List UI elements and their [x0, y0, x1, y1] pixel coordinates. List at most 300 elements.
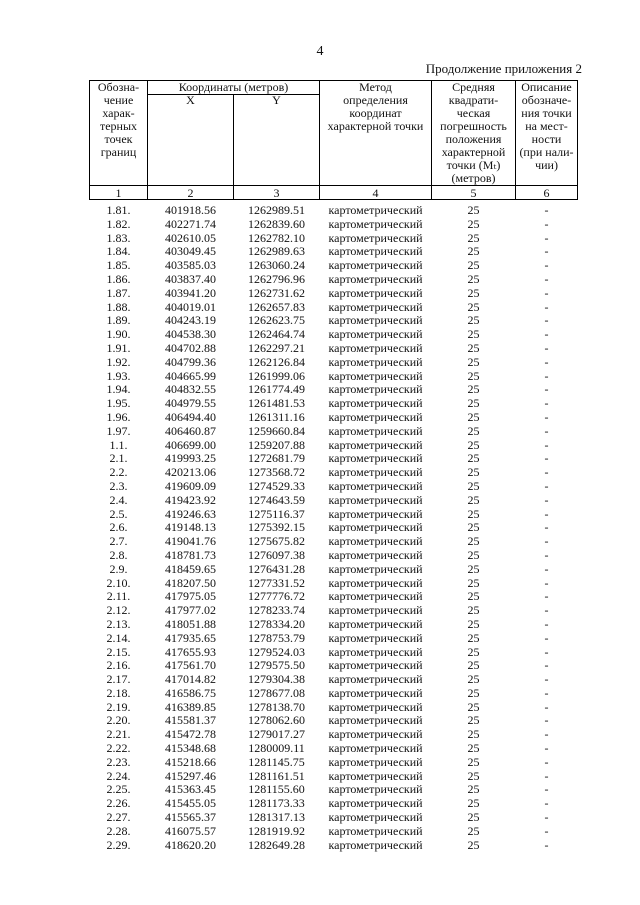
method-cell: картометрический [328, 534, 423, 549]
point-id-cell: 2.18. [106, 685, 131, 700]
method-cell: картометрический [328, 616, 423, 631]
table-header [90, 81, 578, 200]
coordinate-x-cell: 406494.40 [165, 409, 216, 424]
description-cell: - [544, 837, 549, 852]
column-number: 2 [148, 186, 234, 200]
header-description: Описание обозначе- ния точки на мест- ности (при нали- чии) [516, 81, 578, 186]
continuation-note: Продолжение приложения 2 [425, 61, 582, 76]
coordinate-x-cell: 416586.75 [165, 685, 216, 700]
point-id-cell: 2.3. [109, 478, 128, 493]
table-row [90, 466, 578, 480]
accuracy-cell: 25 [467, 451, 480, 466]
accuracy-cell: 25 [467, 313, 480, 328]
table-row [90, 811, 578, 825]
accuracy-cell: 25 [467, 285, 480, 300]
coordinate-x-cell: 415472.78 [165, 727, 216, 742]
coordinate-x-cell: 419609.09 [165, 478, 216, 493]
table-row [90, 218, 578, 232]
method-cell: картометрический [328, 285, 423, 300]
coordinate-y-cell: 1278677.08 [248, 685, 305, 700]
point-id-cell: 2.1. [109, 451, 128, 466]
coordinate-x-cell: 415581.37 [165, 713, 216, 728]
coordinate-y-cell: 1275116.37 [248, 506, 305, 521]
method-cell: картометрический [328, 382, 423, 397]
coordinate-x-cell: 419041.76 [165, 534, 216, 549]
description-cell: - [544, 630, 549, 645]
table-row [90, 728, 578, 742]
point-id-cell: 1.97. [106, 423, 131, 438]
description-cell: - [544, 796, 549, 811]
coordinate-y-cell: 1262464.74 [248, 327, 305, 342]
method-cell: картометрический [328, 437, 423, 452]
coordinate-y-cell: 1261999.06 [248, 368, 305, 383]
coordinate-x-cell: 420213.06 [165, 465, 216, 480]
point-id-cell: 2.8. [109, 547, 128, 562]
method-cell: картометрический [328, 782, 423, 797]
table-row [90, 342, 578, 356]
coordinate-x-cell: 403585.03 [165, 258, 216, 273]
table-row [90, 577, 578, 591]
description-cell: - [544, 672, 549, 687]
description-cell: - [544, 575, 549, 590]
coordinate-x-cell: 404702.88 [165, 340, 216, 355]
accuracy-cell: 25 [467, 465, 480, 480]
method-cell: картометрический [328, 478, 423, 493]
method-cell: картометрический [328, 354, 423, 369]
table-row [90, 328, 578, 342]
description-cell: - [544, 823, 549, 838]
coordinate-y-cell: 1281155.60 [248, 782, 305, 797]
coordinate-x-cell: 419423.92 [165, 492, 216, 507]
table-row [90, 259, 578, 273]
header-x: X [148, 95, 234, 186]
method-cell: картометрический [328, 409, 423, 424]
point-id-cell: 2.15. [106, 644, 131, 659]
accuracy-cell: 25 [467, 768, 480, 783]
accuracy-cell: 25 [467, 575, 480, 590]
accuracy-cell: 25 [467, 754, 480, 769]
coordinate-x-cell: 415455.05 [165, 796, 216, 811]
coordinate-y-cell: 1279575.50 [248, 658, 305, 673]
method-cell: картометрический [328, 368, 423, 383]
point-id-cell: 2.11. [106, 589, 131, 604]
point-id-cell: 2.12. [106, 603, 131, 618]
accuracy-cell: 25 [467, 713, 480, 728]
description-cell: - [544, 492, 549, 507]
accuracy-cell: 25 [467, 534, 480, 549]
coordinate-y-cell: 1281161.51 [248, 768, 305, 783]
coordinate-y-cell: 1261481.53 [248, 396, 305, 411]
description-cell: - [544, 506, 549, 521]
table-row [90, 659, 578, 673]
point-id-cell: 2.25. [106, 782, 131, 797]
description-cell: - [544, 368, 549, 383]
accuracy-cell: 25 [467, 299, 480, 314]
method-cell: картометрический [328, 271, 423, 286]
table-body [90, 200, 578, 853]
description-cell: - [544, 465, 549, 480]
description-cell: - [544, 534, 549, 549]
coordinate-y-cell: 1277331.52 [248, 575, 305, 590]
description-cell: - [544, 699, 549, 714]
coordinate-x-cell: 415297.46 [165, 768, 216, 783]
point-id-cell: 1.88. [106, 299, 131, 314]
accuracy-cell: 25 [467, 589, 480, 604]
column-number: 6 [516, 186, 578, 200]
coordinates-table [89, 80, 578, 852]
coordinate-x-cell: 404832.55 [165, 382, 216, 397]
accuracy-cell: 25 [467, 796, 480, 811]
coordinate-x-cell: 415363.45 [165, 782, 216, 797]
coordinate-y-cell: 1262297.21 [248, 340, 305, 355]
table-row [90, 397, 578, 411]
method-cell: картометрический [328, 699, 423, 714]
coordinate-y-cell: 1282649.28 [248, 837, 305, 852]
table-row [90, 687, 578, 701]
method-cell: картометрический [328, 672, 423, 687]
coordinate-x-cell: 419246.63 [165, 506, 216, 521]
coordinate-y-cell: 1279304.38 [248, 672, 305, 687]
coordinate-y-cell: 1262657.83 [248, 299, 305, 314]
table-row [90, 825, 578, 839]
description-cell: - [544, 547, 549, 562]
point-id-cell: 2.29. [106, 837, 131, 852]
accuracy-cell: 25 [467, 603, 480, 618]
coordinate-y-cell: 1262839.60 [248, 216, 305, 231]
point-id-cell: 2.13. [106, 616, 131, 631]
coordinate-y-cell: 1281173.33 [248, 796, 305, 811]
coordinate-y-cell: 1273568.72 [248, 465, 305, 480]
method-cell: картометрический [328, 465, 423, 480]
table-row [90, 370, 578, 384]
accuracy-cell: 25 [467, 396, 480, 411]
method-cell: картометрический [328, 216, 423, 231]
description-cell: - [544, 658, 549, 673]
table-row [90, 314, 578, 328]
point-id-cell: 2.16. [106, 658, 131, 673]
point-id-cell: 2.9. [109, 561, 128, 576]
coordinate-x-cell: 404799.36 [165, 354, 216, 369]
method-cell: картометрический [328, 727, 423, 742]
point-id-cell: 2.23. [106, 754, 131, 769]
coordinate-y-cell: 1275392.15 [248, 520, 305, 535]
accuracy-cell: 25 [467, 437, 480, 452]
table-row [90, 632, 578, 646]
coordinate-x-cell: 404019.01 [165, 299, 216, 314]
method-cell: картометрический [328, 658, 423, 673]
point-id-cell: 1.81. [106, 203, 131, 217]
accuracy-cell: 25 [467, 244, 480, 259]
description-cell: - [544, 451, 549, 466]
table-row [90, 783, 578, 797]
method-cell: картометрический [328, 203, 423, 217]
accuracy-cell: 25 [467, 382, 480, 397]
table-row [90, 494, 578, 508]
coordinate-y-cell: 1278334.20 [248, 616, 305, 631]
description-cell: - [544, 382, 549, 397]
point-id-cell: 2.27. [106, 810, 131, 825]
method-cell: картометрический [328, 741, 423, 756]
coordinate-x-cell: 415565.37 [165, 810, 216, 825]
method-cell: картометрический [328, 506, 423, 521]
description-cell: - [544, 285, 549, 300]
description-cell: - [544, 340, 549, 355]
method-cell: картометрический [328, 589, 423, 604]
description-cell: - [544, 741, 549, 756]
coordinate-y-cell: 1278233.74 [248, 603, 305, 618]
table-row [90, 714, 578, 728]
coordinate-y-cell: 1281317.13 [248, 810, 305, 825]
coordinate-x-cell: 417975.05 [165, 589, 216, 604]
point-id-cell: 1.93. [106, 368, 131, 383]
coordinate-x-cell: 419148.13 [165, 520, 216, 535]
description-cell: - [544, 644, 549, 659]
accuracy-cell: 25 [467, 271, 480, 286]
point-id-cell: 1.85. [106, 258, 131, 273]
method-cell: картометрический [328, 451, 423, 466]
description-cell: - [544, 754, 549, 769]
method-cell: картометрический [328, 796, 423, 811]
table-row [90, 411, 578, 425]
accuracy-cell: 25 [467, 741, 480, 756]
table-row [90, 273, 578, 287]
coordinate-y-cell: 1272681.79 [248, 451, 305, 466]
method-cell: картометрический [328, 340, 423, 355]
table-row [90, 425, 578, 439]
accuracy-cell: 25 [467, 837, 480, 852]
table-row [90, 646, 578, 660]
table-row [90, 563, 578, 577]
page-number: 4 [316, 44, 324, 59]
point-id-cell: 1.1. [109, 437, 128, 452]
coordinate-y-cell: 1259660.84 [248, 423, 305, 438]
method-cell: картометрический [328, 561, 423, 576]
method-cell: картометрический [328, 754, 423, 769]
table-row [90, 200, 578, 218]
table-row [90, 604, 578, 618]
method-cell: картометрический [328, 547, 423, 562]
coordinate-x-cell: 403049.45 [165, 244, 216, 259]
accuracy-cell: 25 [467, 547, 480, 562]
point-id-cell: 1.92. [106, 354, 131, 369]
coordinate-y-cell: 1259207.88 [248, 437, 305, 452]
accuracy-cell: 25 [467, 506, 480, 521]
point-id-cell: 2.14. [106, 630, 131, 645]
coordinate-y-cell: 1261311.16 [248, 409, 305, 424]
point-id-cell: 1.89. [106, 313, 131, 328]
method-cell: картометрический [328, 244, 423, 259]
accuracy-cell: 25 [467, 561, 480, 576]
coordinate-y-cell: 1281919.92 [248, 823, 305, 838]
coordinate-x-cell: 417014.82 [165, 672, 216, 687]
accuracy-cell: 25 [467, 672, 480, 687]
coordinate-y-cell: 1281145.75 [248, 754, 305, 769]
table-row [90, 770, 578, 784]
accuracy-cell: 25 [467, 478, 480, 493]
description-cell: - [544, 327, 549, 342]
description-cell: - [544, 299, 549, 314]
table-row [90, 521, 578, 535]
description-cell: - [544, 768, 549, 783]
accuracy-cell: 25 [467, 727, 480, 742]
coordinate-y-cell: 1278753.79 [248, 630, 305, 645]
point-id-cell: 1.91. [106, 340, 131, 355]
point-id-cell: 1.86. [106, 271, 131, 286]
accuracy-cell: 25 [467, 823, 480, 838]
coordinate-y-cell: 1262731.62 [248, 285, 305, 300]
coordinate-y-cell: 1263060.24 [248, 258, 305, 273]
description-cell: - [544, 354, 549, 369]
coordinate-y-cell: 1262989.63 [248, 244, 305, 259]
description-cell: - [544, 271, 549, 286]
method-cell: картометрический [328, 685, 423, 700]
coordinate-x-cell: 417977.02 [165, 603, 216, 618]
accuracy-cell: 25 [467, 216, 480, 231]
accuracy-cell: 25 [467, 644, 480, 659]
table-row [90, 301, 578, 315]
coordinate-x-cell: 419993.25 [165, 451, 216, 466]
point-id-cell: 2.24. [106, 768, 131, 783]
column-number: 4 [320, 186, 432, 200]
table-row [90, 742, 578, 756]
point-id-cell: 2.21. [106, 727, 131, 742]
coordinate-x-cell: 418207.50 [165, 575, 216, 590]
point-id-cell: 2.7. [109, 534, 128, 549]
coordinate-x-cell: 406699.00 [165, 437, 216, 452]
coordinate-y-cell: 1262623.75 [248, 313, 305, 328]
accuracy-cell: 25 [467, 616, 480, 631]
table-row [90, 508, 578, 522]
coordinate-x-cell: 418459.65 [165, 561, 216, 576]
coordinate-y-cell: 1262782.10 [248, 230, 305, 245]
coordinate-y-cell: 1278062.60 [248, 713, 305, 728]
table-row [90, 701, 578, 715]
coordinate-x-cell: 406460.87 [165, 423, 216, 438]
method-cell: картометрический [328, 575, 423, 590]
point-id-cell: 2.4. [109, 492, 128, 507]
description-cell: - [544, 685, 549, 700]
coordinate-y-cell: 1280009.11 [248, 741, 305, 756]
method-cell: картометрический [328, 313, 423, 328]
point-id-cell: 1.95. [106, 396, 131, 411]
table-row [90, 232, 578, 246]
point-id-cell: 2.6. [109, 520, 128, 535]
table-row [90, 245, 578, 259]
method-cell: картометрический [328, 837, 423, 852]
coordinate-x-cell: 417655.93 [165, 644, 216, 659]
point-id-cell: 2.17. [106, 672, 131, 687]
description-cell: - [544, 478, 549, 493]
table-row [90, 756, 578, 770]
description-cell: - [544, 423, 549, 438]
point-id-cell: 2.2. [109, 465, 128, 480]
method-cell: картометрический [328, 713, 423, 728]
point-id-cell: 2.22. [106, 741, 131, 756]
coordinate-x-cell: 402610.05 [165, 230, 216, 245]
column-number: 3 [234, 186, 320, 200]
coordinate-y-cell: 1262989.51 [248, 203, 305, 217]
coordinate-x-cell: 415348.68 [165, 741, 216, 756]
header-column-numbers [90, 186, 578, 200]
point-id-cell: 1.82. [106, 216, 131, 231]
method-cell: картометрический [328, 630, 423, 645]
point-id-cell: 2.20. [106, 713, 131, 728]
accuracy-cell: 25 [467, 203, 480, 217]
table-row [90, 839, 578, 853]
accuracy-cell: 25 [467, 658, 480, 673]
coordinate-y-cell: 1279524.03 [248, 644, 305, 659]
accuracy-cell: 25 [467, 327, 480, 342]
coordinate-x-cell: 417935.65 [165, 630, 216, 645]
table-row [90, 797, 578, 811]
description-cell: - [544, 203, 549, 217]
accuracy-cell: 25 [467, 409, 480, 424]
description-cell: - [544, 258, 549, 273]
table-row [90, 673, 578, 687]
accuracy-cell: 25 [467, 699, 480, 714]
point-id-cell: 1.87. [106, 285, 131, 300]
description-cell: - [544, 727, 549, 742]
point-id-cell: 1.90. [106, 327, 131, 342]
table-row [90, 480, 578, 494]
header-point-designation: Обозна- чение харак- терных точек границ [90, 81, 148, 186]
point-id-cell: 1.84. [106, 244, 131, 259]
coordinate-x-cell: 418051.88 [165, 616, 216, 631]
column-number: 5 [432, 186, 516, 200]
coordinate-y-cell: 1262126.84 [248, 354, 305, 369]
description-cell: - [544, 409, 549, 424]
coordinate-y-cell: 1275675.82 [248, 534, 305, 549]
table-row [90, 356, 578, 370]
coordinate-y-cell: 1276097.38 [248, 547, 305, 562]
method-cell: картометрический [328, 823, 423, 838]
coordinate-y-cell: 1277776.72 [248, 589, 305, 604]
coordinate-y-cell: 1261774.49 [248, 382, 305, 397]
coordinate-x-cell: 402271.74 [165, 216, 216, 231]
table-row [90, 439, 578, 453]
table-row [90, 452, 578, 466]
point-id-cell: 1.94. [106, 382, 131, 397]
coordinate-x-cell: 416075.57 [165, 823, 216, 838]
column-number: 1 [90, 186, 148, 200]
coordinate-x-cell: 403837.40 [165, 271, 216, 286]
description-cell: - [544, 396, 549, 411]
accuracy-cell: 25 [467, 520, 480, 535]
method-cell: картометрический [328, 603, 423, 618]
description-cell: - [544, 561, 549, 576]
point-id-cell: 1.83. [106, 230, 131, 245]
header-coordinates: Координаты (метров) [148, 81, 320, 95]
table-row [90, 549, 578, 563]
coordinate-x-cell: 404243.19 [165, 313, 216, 328]
description-cell: - [544, 616, 549, 631]
accuracy-cell: 25 [467, 685, 480, 700]
method-cell: картометрический [328, 423, 423, 438]
coordinate-x-cell: 404538.30 [165, 327, 216, 342]
point-id-cell: 2.28. [106, 823, 131, 838]
point-id-cell: 2.5. [109, 506, 128, 521]
accuracy-cell: 25 [467, 810, 480, 825]
description-cell: - [544, 520, 549, 535]
description-cell: - [544, 713, 549, 728]
accuracy-cell: 25 [467, 782, 480, 797]
description-cell: - [544, 589, 549, 604]
coordinate-x-cell: 417561.70 [165, 658, 216, 673]
point-id-cell: 2.26. [106, 796, 131, 811]
description-cell: - [544, 437, 549, 452]
accuracy-cell: 25 [467, 368, 480, 383]
coordinate-y-cell: 1274643.59 [248, 492, 305, 507]
